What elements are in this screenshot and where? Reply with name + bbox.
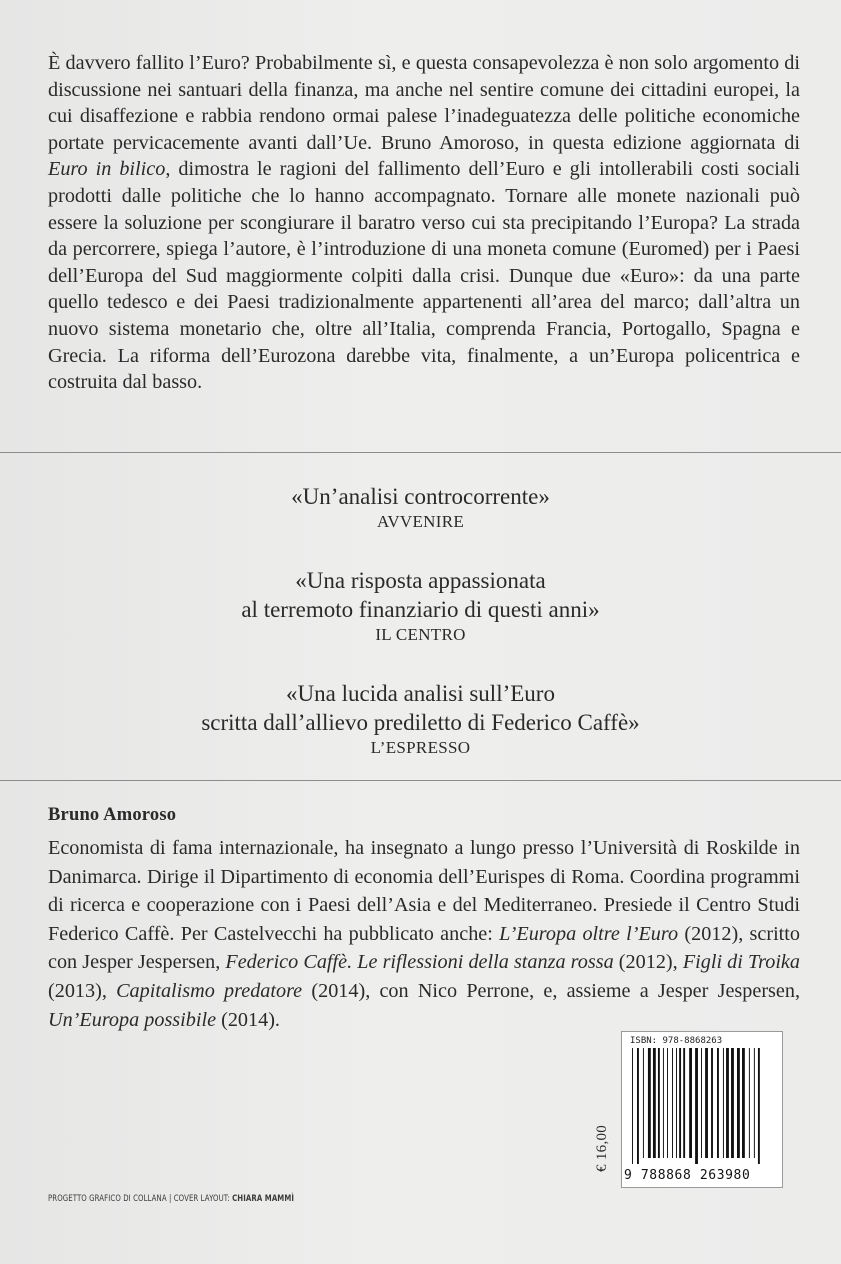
quote-text: «Un’analisi controcorrente»	[291, 484, 550, 509]
bio-text: (2012),	[613, 951, 683, 974]
quote-text: «Una lucida analisi sull’Euro	[286, 681, 555, 706]
quote-il-centro	[0, 566, 841, 646]
quote-text-line2: al terremoto finanziario di questi anni»	[241, 597, 600, 622]
divider-top	[0, 452, 841, 453]
author-bio	[48, 834, 800, 1034]
barcode-bar	[758, 1048, 760, 1164]
barcode-bar	[701, 1048, 702, 1158]
quote-source: IL CENTRO	[375, 625, 466, 644]
barcode-bar	[672, 1048, 673, 1158]
blurb-text-start: È davvero fallito l’Euro? Probabilmente sì, e questa consapevolezza è non solo argomento di discussione nei santuari della finanza, ma anche nel sentire comune dei cittadini europei, la cui disaffezione e rabbia rendono ormai palese l’inadeguatezza delle politiche economiche portate pervicacemente avanti dall’Ue. Bruno Amoroso, in questa edizione aggiornata di	[48, 52, 800, 154]
barcode-bar	[683, 1048, 685, 1158]
barcode-bar	[754, 1048, 755, 1158]
price-label: € 16,00	[594, 1124, 610, 1172]
isbn-barcode	[621, 1031, 783, 1188]
barcode-bar	[742, 1048, 745, 1158]
barcode-bar	[723, 1048, 724, 1158]
quote-source: L’ESPRESSO	[370, 738, 471, 757]
book-blurb	[48, 50, 800, 396]
barcode-bar	[737, 1048, 740, 1158]
quote-source: AVVENIRE	[376, 512, 465, 531]
divider-bottom	[0, 780, 841, 781]
barcode-bar	[643, 1048, 644, 1158]
blurb-text-end: , dimostra le ragioni del fallimento dell’Euro e gli intollerabili costi sociali prodotti dalle politiche che lo hanno accompagnato. Tornare alle monete nazionali può essere la soluzione per scongiurare il baratro verso cui sta precipitando l’Europa? La strada da percorrere, spiega l’autore, è l’introduzione di una moneta comune (Euromed) per i Paesi dell’Europa del Sud maggiormente colpiti dalla crisi. Dunque due «Euro»: da una parte quello tedesco e dei Paesi tradizionalmente appartenenti all’area del marco; dall’altra un nuovo sistema monetario che, oltre all’Italia, comprenda Francia, Portogallo, Spagna e Grecia. La riforma dell’Eurozona darebbe vita, finalmente, a un’Europa policentrica e costruita dal basso.	[48, 158, 800, 394]
bio-text: Economista di fama internazionale, ha insegnato a lungo presso l’Università di Roskilde in Danimarca. Dirige il Dipartimento di economia dell’Eurispes di Roma. Coordina programmi di ricerca e cooperazione con i Paesi dell’Asia e del Mediterraneo. Presiede il Centro Studi Federico Caffè. Per Castelvecchi ha pubblicato anche:	[48, 837, 800, 945]
barcode-bar	[717, 1048, 719, 1158]
barcode-bar	[731, 1048, 734, 1158]
credits-designer: CHIARA MAMMÌ	[232, 1194, 295, 1204]
barcode-bar	[663, 1048, 664, 1158]
author-name: Bruno Amoroso	[48, 805, 177, 825]
barcode-bar	[653, 1048, 656, 1158]
barcode-bar	[711, 1048, 713, 1158]
credits-text: PROGETTO GRAFICO DI COLLANA | COVER LAYOUT:	[48, 1194, 233, 1204]
bio-work-title: Federico Caffè. Le riflessioni della stanza rossa	[225, 951, 614, 974]
barcode-bar	[637, 1048, 639, 1164]
barcode-bar	[689, 1048, 692, 1158]
barcode-bar	[658, 1048, 660, 1158]
design-credits	[48, 1194, 294, 1204]
quote-text: «Una risposta appassionata	[295, 568, 546, 593]
barcode-bar	[679, 1048, 681, 1158]
bio-text: (2012), scritto con Jesper Jespersen,	[48, 922, 800, 974]
blurb-book-title: Euro in bilico	[48, 158, 166, 181]
bio-text: (2013),	[48, 979, 117, 1002]
quote-lespresso	[0, 679, 841, 759]
bio-text: (2014), con Nico Perrone, e, assieme a Jesper Jespersen,	[302, 979, 800, 1002]
barcode-bar	[648, 1048, 651, 1158]
barcode-bar	[632, 1048, 633, 1164]
blurb-paragraph	[48, 50, 800, 396]
barcode-bar	[667, 1048, 668, 1158]
isbn-label: ISBN: 978-8868263	[630, 1036, 723, 1046]
quote-avvenire	[0, 482, 841, 533]
bio-work-title: Un’Europa possibile	[48, 1008, 217, 1031]
barcode-bar	[695, 1048, 698, 1164]
bio-text: (2014).	[216, 1008, 280, 1031]
bio-work-title: Capitalismo predatore	[116, 979, 303, 1002]
bio-work-title: Figli di Troika	[682, 951, 800, 974]
barcode-bar	[705, 1048, 708, 1158]
ean-digits: 9 788868 263980	[624, 1168, 751, 1183]
barcode-bar	[726, 1048, 729, 1158]
quote-text-line2: scritta dall’allievo prediletto di Federico Caffè»	[201, 710, 640, 735]
barcode-bar	[676, 1048, 677, 1158]
barcode-bars	[628, 1048, 778, 1166]
bio-work-title: L’Europa oltre l’Euro	[499, 922, 679, 945]
barcode-bar	[749, 1048, 750, 1158]
